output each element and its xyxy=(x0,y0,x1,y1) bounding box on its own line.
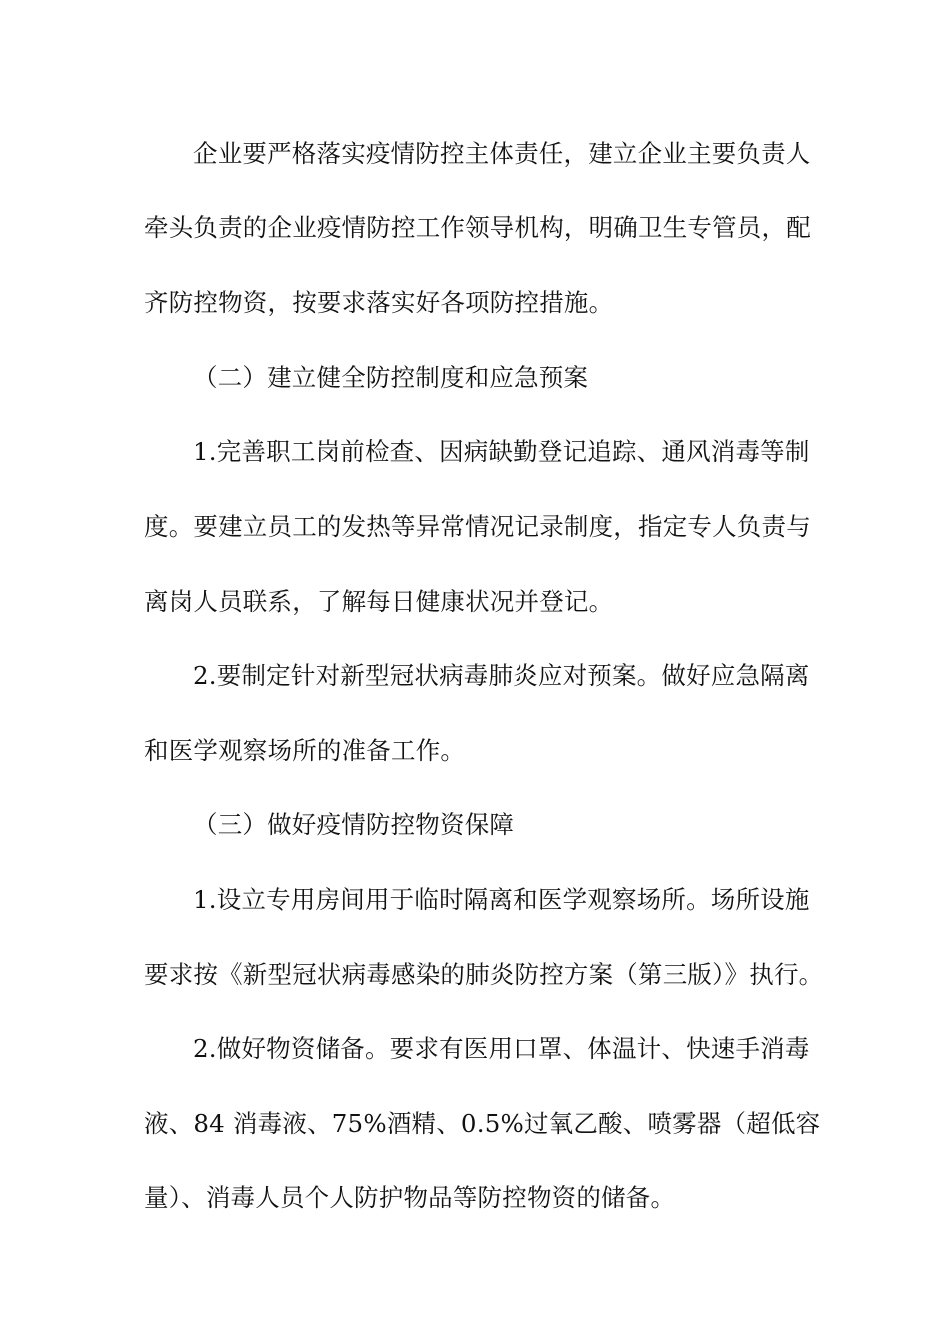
paragraph-line: 量）、消毒人员个人防护物品等防控物资的储备。 xyxy=(144,1183,676,1212)
paragraph-line: 度。要建立员工的发热等异常情况记录制度，指定专人负责与 xyxy=(144,512,811,541)
paragraph-line: 离岗人员联系，了解每日健康状况并登记。 xyxy=(144,587,614,616)
section-heading: （二）建立健全防控制度和应急预案 xyxy=(193,363,589,392)
paragraph-line: 企业要严格落实疫情防控主体责任，建立企业主要负责人 xyxy=(193,139,811,168)
paragraph-line: 1.完善职工岗前检查、因病缺勤登记追踪、通风消毒等制 xyxy=(193,437,810,466)
paragraph-line: 牵头负责的企业疫情防控工作领导机构，明确卫生专管员，配 xyxy=(144,213,811,242)
paragraph-line: 液、84 消毒液、75%酒精、0.5%过氧乙酸、喷雾器（超低容 xyxy=(144,1109,821,1138)
paragraph-line: 2.做好物资储备。要求有医用口罩、体温计、快速手消毒 xyxy=(193,1034,810,1063)
paragraph-line: 1.设立专用房间用于临时隔离和医学观察场所。场所设施 xyxy=(193,885,810,914)
section-heading: （三）做好疫情防控物资保障 xyxy=(193,810,515,839)
paragraph-line: 齐防控物资，按要求落实好各项防控措施。 xyxy=(144,288,614,317)
paragraph-line: 2.要制定针对新型冠状病毒肺炎应对预案。做好应急隔离 xyxy=(193,661,810,690)
paragraph-line: 和医学观察场所的准备工作。 xyxy=(144,736,466,765)
paragraph-line: 要求按《新型冠状病毒感染的肺炎防控方案（第三版）》执行。 xyxy=(144,960,824,989)
